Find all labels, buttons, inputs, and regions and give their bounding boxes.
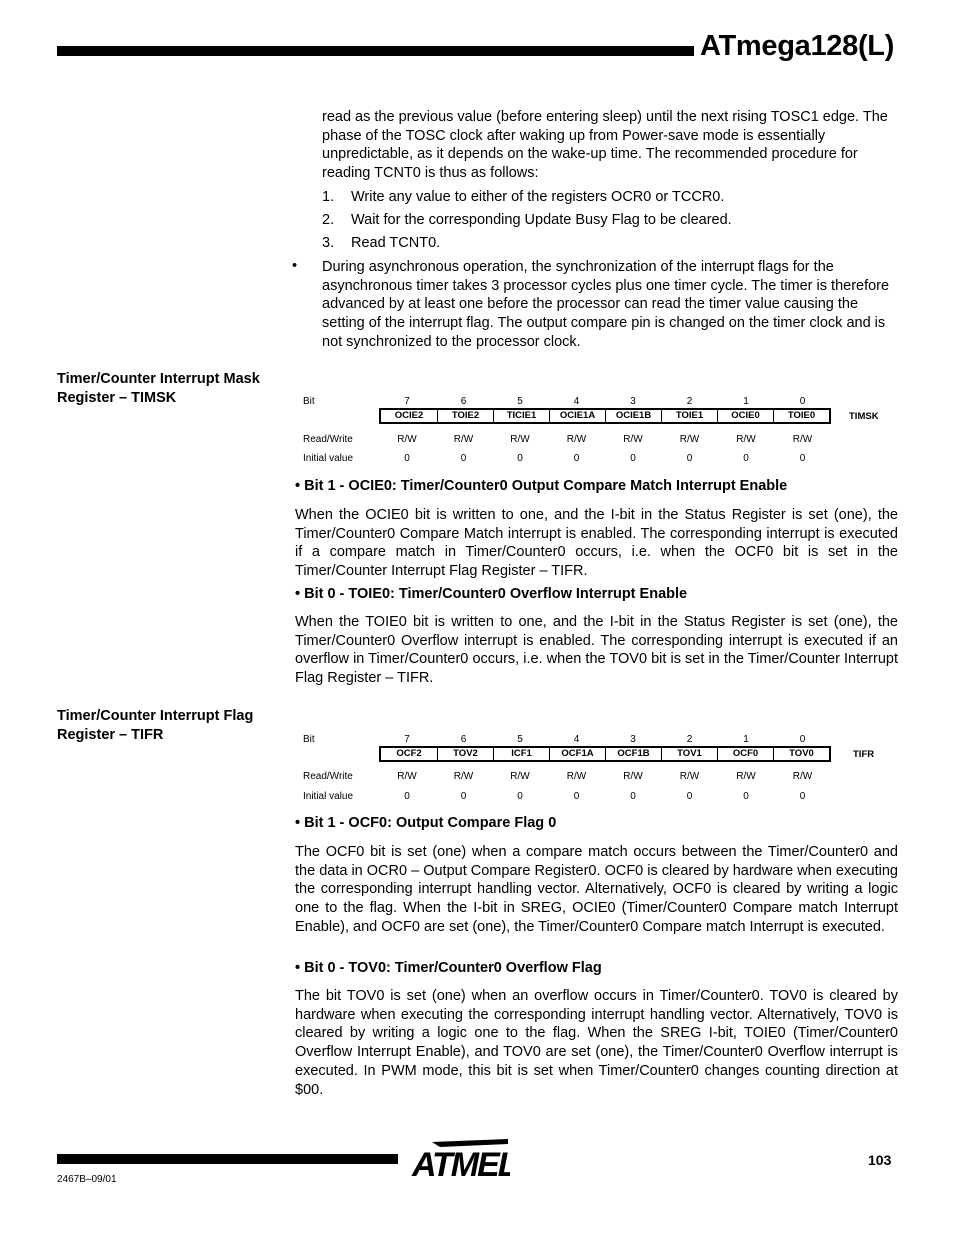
register-field: TOV1 — [661, 748, 717, 760]
timsk-register-table — [303, 396, 903, 476]
ocie0-bit-heading: • Bit 1 - OCIE0: Timer/Counter0 Output Compare Match Interrupt Enable — [295, 478, 788, 494]
register-field: TOV2 — [437, 748, 493, 760]
step-2-text: Wait for the corresponding Update Busy Flag to be cleared. — [351, 212, 732, 228]
register-name: TIFR — [853, 749, 875, 760]
read-write-value: R/W — [623, 771, 643, 782]
initial-value-label: Initial value — [303, 791, 354, 802]
initial-value-label: Initial value — [303, 453, 354, 464]
initial-value: 0 — [517, 453, 523, 464]
bit-number: 2 — [686, 396, 693, 407]
tifr-heading-line1: Timer/Counter Interrupt Flag — [57, 708, 254, 724]
read-write-value: R/W — [453, 771, 474, 782]
step-3-text: Read TCNT0. — [351, 235, 441, 251]
initial-value: 0 — [743, 791, 749, 802]
bit-number: 5 — [517, 734, 523, 745]
initial-value: 0 — [404, 453, 410, 464]
ocf0-bit-heading: • Bit 1 - OCF0: Output Compare Flag 0 — [295, 815, 557, 831]
step-2-number: 2. — [322, 212, 335, 228]
initial-value: 0 — [404, 791, 410, 802]
initial-value: 0 — [573, 791, 580, 802]
header-rule — [57, 46, 694, 56]
read-write-value: R/W — [510, 434, 530, 445]
register-field: TOIE1 — [661, 410, 717, 422]
read-write-value: R/W — [566, 771, 587, 782]
read-write-value: R/W — [679, 434, 700, 445]
ocie0-description: When the OCIE0 bit is written to one, and the I-bit in the Status Register is set (one), the Timer/Counter0 Compare Match interrupt is enabled. The corresponding interrupt is executed if a compare match in Timer/Counter0 occurs, i.e. when the OCF0 bit is set in the Timer/Counter Interrupt Flag Register – TIFR. — [295, 507, 898, 580]
document-title: ATmega128(L) — [700, 30, 895, 62]
bit-number: 5 — [517, 396, 523, 407]
register-field: OCIE1A — [549, 410, 605, 422]
initial-value: 0 — [573, 453, 580, 464]
bit-number: 1 — [743, 396, 749, 407]
tifr-register-table — [303, 734, 903, 814]
atmel-logo-graphic — [410, 1136, 510, 1182]
bit-number: 1 — [743, 734, 749, 745]
toie0-bit-heading: • Bit 0 - TOIE0: Timer/Counter0 Overflow Interrupt Enable — [295, 586, 688, 602]
async-bullet-paragraph: During asynchronous operation, the synchronization of the interrupt flags for the asynchronous timer takes 3 processor cycles plus one timer cycle. The timer is therefore advanced by at least one before the processor can read the timer value causing the setting of the interrupt flag. The output compare pin is changed on the timer clock and is not synchronized to the processor clock. — [322, 259, 890, 350]
bit-label: Bit — [303, 396, 315, 407]
register-field: TOIE0 — [773, 410, 829, 422]
register-field: TOIE2 — [437, 410, 493, 422]
register-name: TIMSK — [849, 411, 879, 422]
bit-number: 7 — [404, 734, 410, 745]
bit-number: 3 — [630, 734, 636, 745]
footer-rule — [57, 1154, 398, 1164]
tifr-section-heading — [57, 707, 287, 745]
register-fields-box — [379, 746, 831, 762]
register-field: OCIE2 — [394, 410, 424, 421]
read-write-value: R/W — [736, 434, 756, 445]
initial-value: 0 — [460, 791, 467, 802]
tov0-bit-heading: • Bit 0 - TOV0: Timer/Counter0 Overflow Flag — [295, 960, 602, 976]
timsk-heading-line1: Timer/Counter Interrupt Mask — [57, 371, 260, 387]
read-write-value: R/W — [792, 771, 813, 782]
register-field: OCF0 — [717, 748, 773, 760]
register-field: OCF1B — [605, 748, 661, 760]
step-1-number: 1. — [322, 189, 335, 205]
read-write-value: R/W — [453, 434, 474, 445]
bit-number: 4 — [573, 396, 580, 407]
initial-value: 0 — [630, 791, 636, 802]
bit-number: 0 — [799, 734, 806, 745]
bit-number: 4 — [573, 734, 580, 745]
logo-lettering: ATMEL — [412, 1146, 510, 1182]
initial-value: 0 — [686, 453, 693, 464]
toie0-description: When the TOIE0 bit is written to one, and the I-bit in the Status Register is set (one), the Timer/Counter0 Overflow interrupt is enabled. The corresponding interrupt is executed if an overflow in Timer/Counter0 occurs, i.e. when the TOV0 bit is set in the Timer/Counter Interrupt Flag Register – TIFR. — [295, 614, 898, 687]
read-write-value: R/W — [679, 771, 700, 782]
ocf0-description: The OCF0 bit is set (one) when a compare match occurs between the Timer/Counter0 and the data in OCR0 – Output Compare Register0. OCF0 is cleared by hardware when executing the corresponding interrupt handling vector. Alternatively, OCF0 is cleared by writing a logic one to the flag. When the I-bit in SREG, OCIE0 (Timer/Counter0 Compare match Interrupt Enable), and OCF0 are set (one), the Timer/Counter0 Compare match Interrupt is executed. — [295, 844, 898, 935]
initial-value: 0 — [743, 453, 749, 464]
register-field: TICIE1 — [493, 410, 549, 422]
page-number: 103 — [868, 1152, 892, 1168]
bit-number: 0 — [799, 396, 806, 407]
bit-number: 6 — [460, 734, 467, 745]
read-write-label: Read/Write — [303, 771, 353, 782]
read-write-value: R/W — [397, 771, 417, 782]
read-write-value: R/W — [736, 771, 756, 782]
read-write-value: R/W — [623, 434, 643, 445]
bullet-mark: • — [292, 258, 298, 274]
step-1-text: Write any value to either of the registers OCR0 or TCCR0. — [351, 189, 725, 205]
register-field: OCIE1B — [605, 410, 661, 422]
timsk-section-heading — [57, 370, 287, 408]
register-fields-box — [379, 408, 831, 424]
register-field: ICF1 — [493, 748, 549, 760]
register-field: OCF1A — [549, 748, 605, 760]
document-code: 2467B–09/01 — [57, 1174, 117, 1185]
tov0-description: The bit TOV0 is set (one) when an overflow occurs in Timer/Counter0. TOV0 is cleared by hardware when executing the corresponding interrupt handling vector. Alternatively, TOV0 is cleared by writing a logic one to the flag. When the SREG I-bit, TOIE0 (Timer/Counter0 Overflow Interrupt Enable), and TOV0 are set (one), the Timer/Counter0 Overflow interrupt is executed. In PWM mode, this bit is set when Timer/Counter0 changes counting direction at $00. — [295, 988, 898, 1098]
read-write-label: Read/Write — [303, 434, 353, 445]
timsk-heading-line2: Register – TIMSK — [57, 390, 177, 406]
register-field: OCIE0 — [717, 410, 773, 422]
bit-number: 7 — [404, 396, 410, 407]
read-write-value: R/W — [397, 434, 417, 445]
bit-number: 6 — [460, 396, 467, 407]
initial-value: 0 — [630, 453, 636, 464]
step-3-number: 3. — [322, 235, 335, 251]
bit-number: 3 — [630, 396, 636, 407]
read-write-value: R/W — [566, 434, 587, 445]
initial-value: 0 — [460, 453, 467, 464]
tifr-heading-line2: Register – TIFR — [57, 727, 164, 743]
read-write-value: R/W — [510, 771, 530, 782]
bit-label: Bit — [303, 734, 315, 745]
atmel-logo — [410, 1136, 510, 1182]
register-field: TOV0 — [773, 748, 829, 760]
initial-value: 0 — [799, 453, 806, 464]
read-write-value: R/W — [792, 434, 813, 445]
intro-paragraph: read as the previous value (before entering sleep) until the next rising TOSC1 edge. The phase of the TOSC clock after waking up from Power-save mode is essentially unpredictable, as it depends on the wake-up time. The recommended procedure for reading TCNT0 is thus as follows: — [322, 109, 888, 182]
initial-value: 0 — [686, 791, 693, 802]
initial-value: 0 — [799, 791, 806, 802]
initial-value: 0 — [517, 791, 523, 802]
register-field: OCF2 — [396, 748, 422, 759]
bit-number: 2 — [686, 734, 693, 745]
